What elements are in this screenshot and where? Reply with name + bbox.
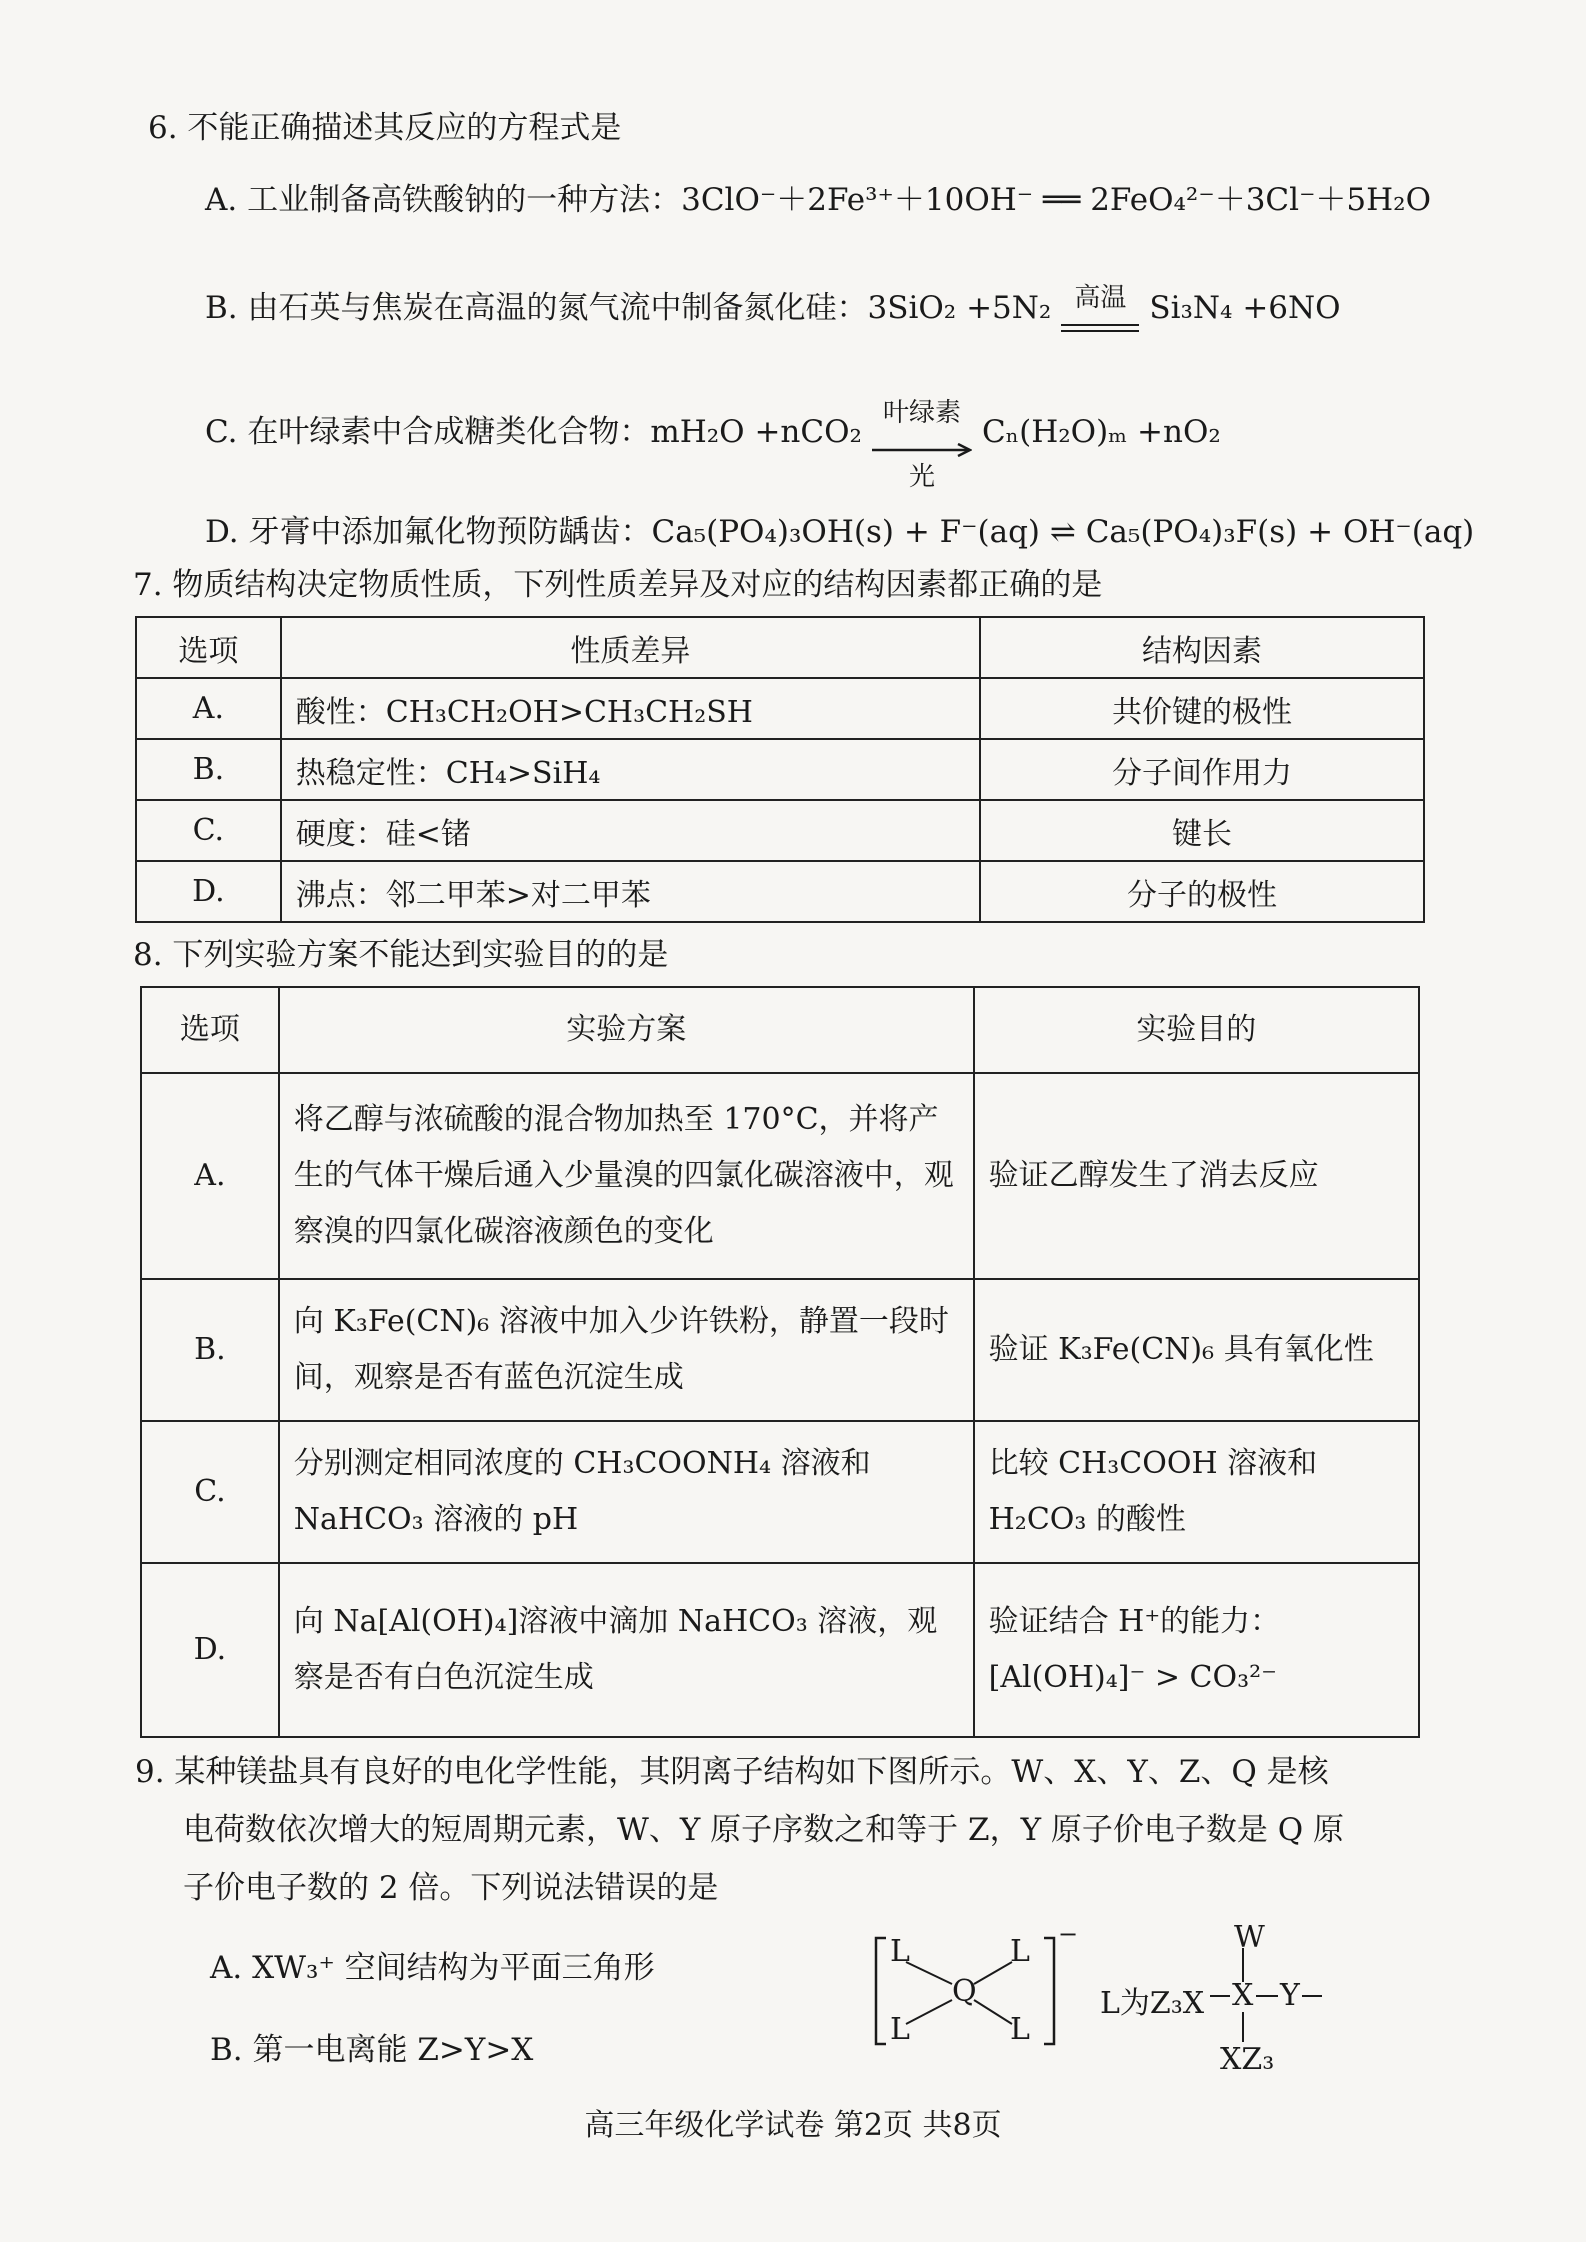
table-header-cell: 选项 bbox=[141, 987, 279, 1073]
q6-b-equal-sign bbox=[1061, 282, 1139, 316]
table-cell: 共价键的极性 bbox=[980, 678, 1424, 739]
table-row bbox=[136, 861, 1424, 922]
table-cell: D. bbox=[136, 861, 281, 922]
table-header-cell: 实验目的 bbox=[974, 987, 1419, 1073]
q7-stem: 7. 物质结构决定物质性质，下列性质差异及对应的结构因素都正确的是 bbox=[133, 567, 1103, 603]
table-header-cell: 实验方案 bbox=[279, 987, 974, 1073]
table-cell: 比较 CH₃COOH 溶液和 H₂CO₃ 的酸性 bbox=[974, 1421, 1419, 1563]
q9-stem-line-3: 子价电子数的 2 倍。下列说法错误的是 bbox=[183, 1870, 719, 1906]
table-cell: B. bbox=[141, 1279, 279, 1421]
q9-option-a: A. XW₃⁺ 空间结构为平面三角形 bbox=[210, 1950, 655, 1986]
q6-option-a bbox=[205, 180, 1431, 220]
table-cell: 验证 K₃Fe(CN)₆ 具有氧化性 bbox=[974, 1279, 1419, 1421]
q8-table bbox=[140, 986, 1420, 1738]
table-cell: D. bbox=[141, 1563, 279, 1737]
table-header-cell: 选项 bbox=[136, 617, 281, 678]
table-cell: 向 Na[Al(OH)₄]溶液中滴加 NaHCO₃ 溶液，观察是否有白色沉淀生成 bbox=[279, 1563, 974, 1737]
ligand-l-top-left: L bbox=[890, 1934, 910, 1969]
table-cell: 分子间作用力 bbox=[980, 739, 1424, 800]
table-header-cell: 结构因素 bbox=[980, 617, 1424, 678]
q6-b-right: Si₃N₄ +6NO bbox=[1149, 290, 1341, 326]
q6-c-label: C. 在叶绿素中合成糖类化合物： bbox=[205, 414, 651, 450]
q6-c-arrow bbox=[872, 397, 972, 492]
q6-option-b bbox=[205, 282, 1341, 328]
q6-b-left: 3SiO₂ +5N₂ bbox=[867, 290, 1052, 326]
table-cell: 验证乙醇发生了消去反应 bbox=[974, 1073, 1419, 1279]
q6-a-label: A. 工业制备高铁酸钠的一种方法： bbox=[205, 182, 682, 218]
double-line-icon bbox=[1061, 322, 1139, 334]
atom-y: Y bbox=[1280, 1978, 1300, 2013]
page-footer: 高三年级化学试卷 第2页 共8页 bbox=[584, 2108, 1002, 2143]
table-cell: 分子的极性 bbox=[980, 861, 1424, 922]
ligand-l-top-right: L bbox=[1010, 1934, 1030, 1969]
q7-table bbox=[135, 616, 1425, 923]
table-row bbox=[141, 1279, 1419, 1421]
q6-d-equation: Ca₅(PO₄)₃OH(s) + F⁻(aq) ⇌ Ca₅(PO₄)₃F(s) + OH⁻(aq) bbox=[651, 514, 1475, 550]
table-cell: 将乙醇与浓硫酸的混合物加热至 170°C，并将产生的气体干燥后通入少量溴的四氯化碳溶液中，观察溴的四氯化碳溶液颜色的变化 bbox=[279, 1073, 974, 1279]
table-cell: C. bbox=[141, 1421, 279, 1563]
q6-a-equation: 3ClO⁻＋2Fe³⁺＋10OH⁻ ══ 2FeO₄²⁻＋3Cl⁻＋5H₂O bbox=[681, 182, 1432, 218]
table-row bbox=[136, 739, 1424, 800]
table-cell: A. bbox=[136, 678, 281, 739]
q6-d-label: D. 牙膏中添加氟化物预防龋齿： bbox=[205, 514, 652, 550]
ligand-l-bottom-right: L bbox=[1010, 2012, 1030, 2047]
atom-x: X bbox=[1232, 1978, 1254, 2013]
q6-option-d bbox=[205, 512, 1474, 552]
q6-c-left: mH₂O +nCO₂ bbox=[650, 414, 862, 450]
table-cell: 酸性：CH₃CH₂OH>CH₃CH₂SH bbox=[281, 678, 980, 739]
q6-c-condition-bottom: 光 bbox=[908, 461, 935, 492]
table-row bbox=[141, 1421, 1419, 1563]
table-cell: 验证结合 H⁺的能力：[Al(OH)₄]⁻ > CO₃²⁻ bbox=[974, 1563, 1419, 1737]
central-atom-q: Q bbox=[952, 1974, 977, 2009]
table-cell: 热稳定性：CH₄>SiH₄ bbox=[281, 739, 980, 800]
table-header-row bbox=[141, 987, 1419, 1073]
q6-option-c bbox=[205, 397, 1221, 492]
table-cell: A. bbox=[141, 1073, 279, 1279]
table-cell: 分别测定相同浓度的 CH₃COONH₄ 溶液和 NaHCO₃ 溶液的 pH bbox=[279, 1421, 974, 1563]
q6-b-label: B. 由石英与焦炭在高温的氮气流中制备氮化硅： bbox=[205, 290, 868, 326]
table-cell: C. bbox=[136, 800, 281, 861]
q6-b-condition: 高温 bbox=[1074, 282, 1127, 313]
q6-c-right: Cₙ(H₂O)ₘ +nO₂ bbox=[981, 414, 1221, 450]
group-xz3: XZ₃ bbox=[1220, 2042, 1275, 2077]
table-header-cell: 性质差异 bbox=[281, 617, 980, 678]
table-cell: 向 K₃Fe(CN)₆ 溶液中加入少许铁粉，静置一段时间，观察是否有蓝色沉淀生成 bbox=[279, 1279, 974, 1421]
ligand-l-bottom-left: L bbox=[890, 2012, 910, 2047]
anion-structure-diagram bbox=[870, 1920, 1390, 2090]
q6-c-condition-top: 叶绿素 bbox=[882, 397, 961, 428]
table-header-row bbox=[136, 617, 1424, 678]
table-cell: B. bbox=[136, 739, 281, 800]
q9-stem-line-1: 9. 某种镁盐具有良好的电化学性能，其阴离子结构如下图所示。W、X、Y、Z、Q 是核 bbox=[135, 1754, 1329, 1790]
table-cell: 硬度：硅<锗 bbox=[281, 800, 980, 861]
table-row bbox=[136, 800, 1424, 861]
table-cell: 键长 bbox=[980, 800, 1424, 861]
q6-stem: 6. 不能正确描述其反应的方程式是 bbox=[148, 110, 622, 146]
ligand-definition: L为Z₃X bbox=[1100, 1986, 1205, 2021]
q9-option-b: B. 第一电离能 Z>Y>X bbox=[210, 2032, 534, 2068]
anion-charge: − bbox=[1058, 1920, 1079, 1948]
q9-stem-line-2: 电荷数依次增大的短周期元素，W、Y 原子序数之和等于 Z，Y 原子价电子数是 Q 原 bbox=[183, 1812, 1345, 1848]
table-row bbox=[136, 678, 1424, 739]
reaction-arrow-icon bbox=[872, 443, 972, 457]
table-row bbox=[141, 1563, 1419, 1737]
q8-stem: 8. 下列实验方案不能达到实验目的的是 bbox=[133, 937, 669, 973]
table-cell: 沸点：邻二甲苯>对二甲苯 bbox=[281, 861, 980, 922]
table-row bbox=[141, 1073, 1419, 1279]
atom-w: W bbox=[1234, 1920, 1265, 1955]
